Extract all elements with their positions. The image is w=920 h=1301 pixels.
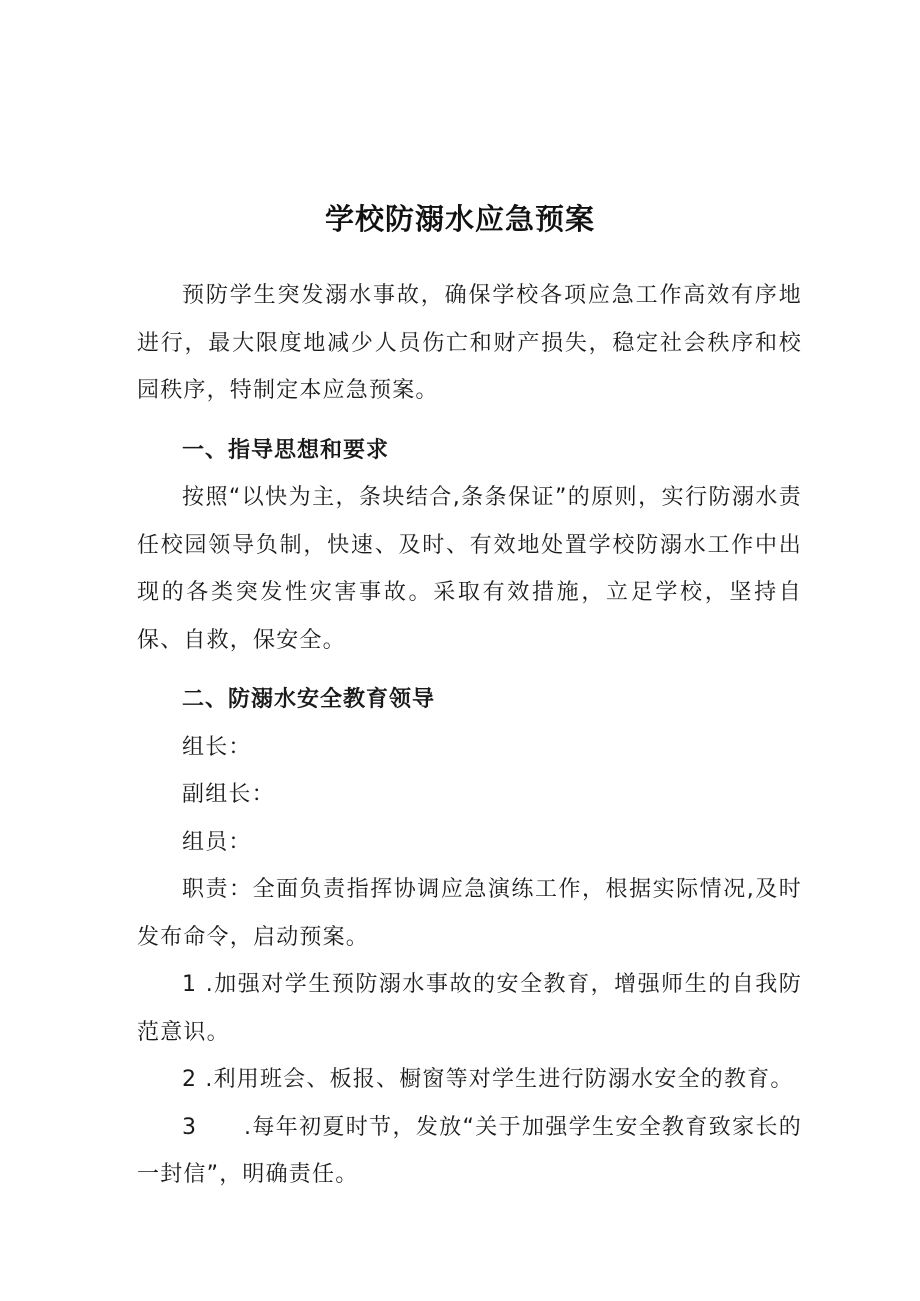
section1-heading: 一、指导思想和要求 (182, 437, 390, 463)
list-item-1: 1 .加强对学生预防溺水事故的安全教育，增强师生的自我防范意识。 (137, 972, 802, 1045)
members-line: 组员： (182, 829, 252, 855)
deputy-line: 副组长： (182, 782, 275, 807)
section1-paragraph: 按照“以快为主，条块结合,条条保证”的原则，实行防溺水责任校园领导负制，快速、及时、有效地处置学校防溺水工作中出现的各类突发性灾害事故。采取有效措施，立足学校，坚持自保、自救，保安全。 (137, 485, 802, 653)
document-body (137, 272, 802, 1199)
intro-paragraph: 预防学生突发溺水事故，确保学校各项应急工作高效有序地进行，最大限度地减少人员伤亡和财产损失，稳定社会秩序和校园秩序，特制定本应急预案。 (137, 283, 802, 403)
list-item-3: 3 .每年初夏时节，发放“关于加强学生安全教育致家长的一封信”，明确责任。 (137, 1114, 802, 1187)
document-title: 学校防溺水应急预案 (324, 202, 595, 236)
leader-line: 组长： (182, 734, 252, 760)
list-item-2: 2 .利用班会、板报、橱窗等对学生进行防溺水安全的教育。 (182, 1067, 794, 1092)
section2-heading: 二、防溺水安全教育领导 (182, 687, 436, 712)
duty-paragraph: 职责：全面负责指挥协调应急演练工作，根据实际情况,及时发布命令，启动预案。 (137, 877, 802, 950)
